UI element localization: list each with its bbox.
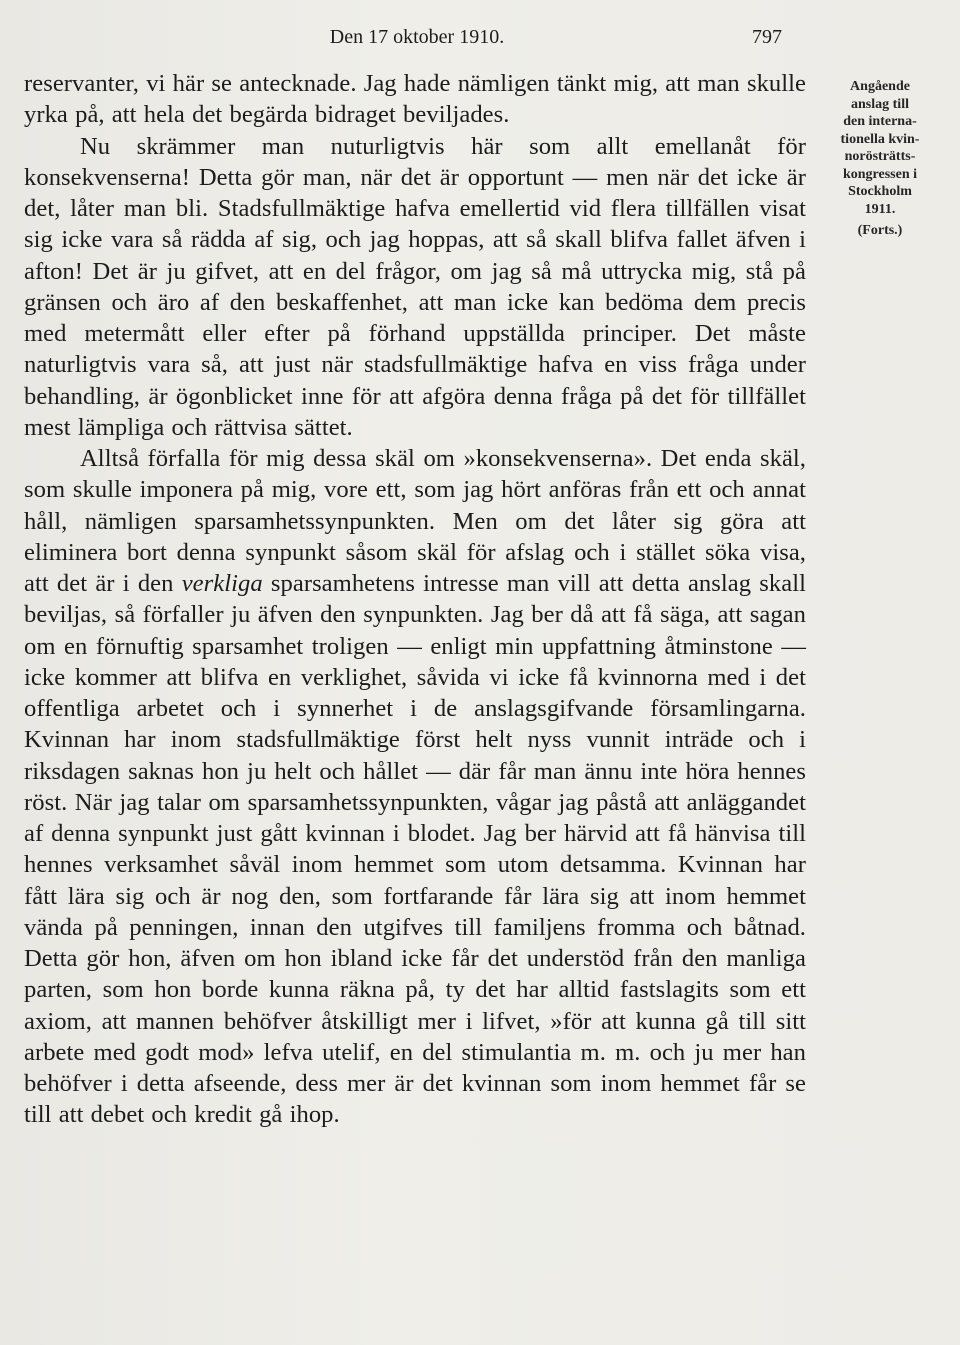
margin-note-line: norösträtts- [844, 149, 916, 164]
header-title: Den 17 oktober 1910. [329, 26, 505, 48]
margin-note-line: 1911. [864, 201, 896, 217]
paragraph-3-part-a: Alltså förfalla för mig dessa skäl om »konsekvenserna». Det enda skäl, som skulle imponera på mig, vore ett, som jag hört anföras från ett och annat håll, nämligen sparsamhetssynpunkten. Men om det låter sig göra att eliminera bort denna synpunkt såsom skäl för afslag och i stället söka visa, att det är i den [24, 445, 806, 597]
margin-note-continued: (Forts.) [857, 223, 903, 238]
margin-note-line: tionella kvin- [840, 131, 920, 147]
paragraph-2: Nu skrämmer man nuturligtvis här som allt emellanåt för konsekvenserna! Detta gör man, när det är opportunt — men när det icke är det, låter man bli. Stadsfullmäktige hafva emellertid vid flera tillfällen visat sig icke vara så rädda af sig, och jag hoppas, att så skall blifva fallet äfven i afton! Det är ju gifvet, att en del frågor, om jag så må uttrycka mig, stå på gränsen och äro af den beskaffenhet, att man icke kan bedöma dem precis med metermått eller efter på förhand uppställda principer. Det måste naturligtvis vara så, att just när stadsfullmäktige hafva en viss fråga under behandling, är ögonblicket inne för att afgöra denna fråga på det för tillfället mest lämpliga och rättvisa sättet. [24, 132, 806, 441]
margin-note-line: den interna- [843, 114, 917, 129]
margin-note-line: Angående [850, 79, 910, 94]
margin-note-line: anslag till [851, 96, 909, 112]
running-header [22, 26, 812, 52]
margin-note-line: kongressen i [842, 166, 918, 182]
margin-note-line: Stockholm [848, 184, 912, 199]
margin-note [812, 78, 948, 240]
main-text [24, 68, 806, 1131]
paragraph-3 [24, 443, 806, 1131]
italic-word: verkliga [181, 570, 263, 597]
paragraph-3-part-b: sparsamhetens intresse man vill att detta anslag skall beviljas, så förfaller ju äfven den synpunkten. Jag ber då att få säga, att sagan om en förnuftig sparsamhet troligen — enligt min uppfattning åtminstone — icke kommer att blifva en verklighet, såvida vi icke få kvinnorna med i det offentliga arbetet och i synnerhet i de anslagsgifvande församlingarna. Kvinnan har inom stadsfullmäktige först helt nyss vunnit inträde och i riksdagen saknas hon ju helt och hållet — där får man ännu inte höra hennes röst. När jag talar om sparsamhetssynpunkten, vågar jag påstå att anläggandet af denna synpunkt just gått kvinnan i blodet. Jag ber härvid att få hänvisa till hennes verksamhet såväl inom hemmet som utom detsamma. Kvinnan har fått lära sig och är nog den, som fortfarande får lära sig att inom hemmet vända på penningen, innan den utgifves till familjens fromma och båtnad. Detta gör hon, äfven om hon ibland icke får det understöd från den manliga parten, som hon borde kunna räkna på, ty det har alltid fastslagits som ett axiom, att mannen behöfver åtskilligt mer i lifvet, »för att kunna gå till sitt arbete med godt mod» lefva utelif, en del stimulantia m. m. och ju mer han behöfver i detta afseende, dess mer är det kvinnan som inom hemmet får se till att debet och kredit gå ihop. [24, 570, 807, 1129]
paragraph-1: reservanter, vi här se antecknade. Jag hade nämligen tänkt mig, att man skulle yrka på, att hela det begärda bidraget beviljades. [24, 70, 806, 129]
page-number: 797 [752, 26, 782, 48]
